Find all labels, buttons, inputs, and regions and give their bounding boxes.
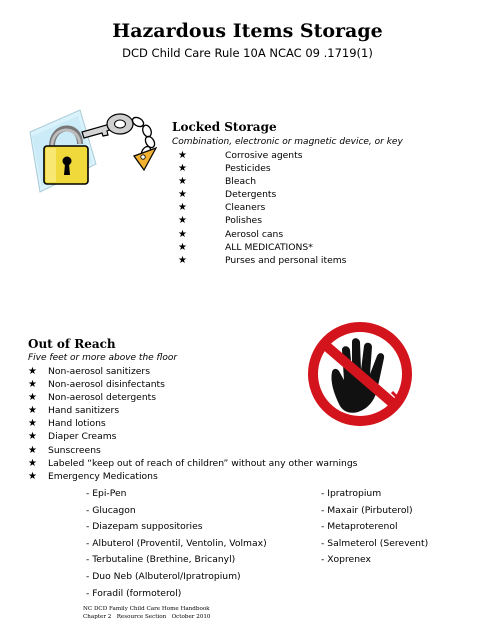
- medication-item: - Ipratropium: [321, 488, 382, 499]
- medication-item: - Maxair (Pirbuterol): [321, 504, 413, 516]
- footer-line: Chapter 2 Resource Section October 2010: [83, 613, 211, 620]
- list-item: ★ Sunscreens: [28, 444, 101, 456]
- locked-storage-list: [178, 149, 438, 267]
- medication-item: - Salmeterol (Serevent): [321, 537, 429, 549]
- star-bullet-icon: ★: [178, 202, 187, 214]
- padlock-and-key-icon: [22, 106, 168, 198]
- list-item: ★ Purses and personal items: [178, 254, 347, 266]
- list-item: ★ Labeled “keep out of reach of children” without any other warnings: [28, 457, 358, 469]
- list-item: ★ Hand sanitizers: [28, 405, 120, 417]
- star-bullet-icon: ★: [178, 163, 187, 175]
- locked-storage-heading: Locked Storage: [172, 120, 277, 134]
- list-item: ★ Hand lotions: [28, 418, 106, 430]
- medication-item: - Duo Neb (Albuterol/Ipratropium): [86, 570, 241, 582]
- star-bullet-icon: ★: [178, 150, 187, 161]
- medication-item: - Terbutaline (Brethine, Bricanyl): [86, 554, 236, 566]
- star-bullet-icon: ★: [28, 379, 37, 391]
- list-item: ★ Non-aerosol sanitizers: [28, 366, 150, 377]
- list-item: ★ Non-aerosol detergents: [28, 392, 157, 404]
- star-bullet-icon: ★: [178, 241, 187, 253]
- list-item: ★ Cleaners: [178, 202, 266, 214]
- medication-item: - Foradil (formoterol): [86, 587, 182, 599]
- star-bullet-icon: ★: [28, 457, 37, 469]
- list-item: ★ Corrosive agents: [178, 150, 303, 161]
- page-subtitle: DCD Child Care Rule 10A NCAC 09 .1719(1): [122, 46, 373, 60]
- star-bullet-icon: ★: [28, 418, 37, 430]
- list-item: ★ Non-aerosol disinfectants: [28, 379, 165, 391]
- star-bullet-icon: ★: [28, 470, 37, 482]
- medication-item: - Xoprenex: [321, 554, 371, 566]
- star-bullet-icon: ★: [178, 254, 187, 266]
- star-bullet-icon: ★: [28, 366, 37, 377]
- page-footer: [83, 606, 211, 621]
- list-item: ★ Pesticides: [178, 163, 271, 175]
- footer-line: NC DCD Family Child Care Home Handbook: [83, 606, 210, 612]
- medication-item: - Epi-Pen: [86, 488, 127, 499]
- list-item: ★ Emergency Medications: [28, 470, 158, 482]
- medication-item: - Diazepam suppositories: [86, 521, 203, 533]
- medication-item: - Albuterol (Proventil, Ventolin, Volmax): [86, 537, 267, 549]
- list-item: ★ Detergents: [178, 189, 277, 201]
- star-bullet-icon: ★: [28, 392, 37, 404]
- out-of-reach-heading: Out of Reach: [28, 337, 116, 351]
- star-bullet-icon: ★: [28, 405, 37, 417]
- list-item: ★ ALL MEDICATIONS*: [178, 241, 313, 253]
- list-item: ★ Aerosol cans: [178, 228, 284, 240]
- list-item: ★ Diaper Creams: [28, 431, 117, 443]
- star-bullet-icon: ★: [178, 176, 187, 188]
- page-title: Hazardous Items Storage: [112, 20, 383, 42]
- star-bullet-icon: ★: [178, 189, 187, 201]
- medication-item: - Glucagon: [86, 504, 136, 516]
- list-item: ★ Bleach: [178, 176, 257, 188]
- medications-left-column: [86, 486, 267, 602]
- list-item: ★ Polishes: [178, 215, 262, 227]
- medications-right-column: [321, 486, 428, 569]
- medication-item: - Metaproterenol: [321, 521, 398, 533]
- star-bullet-icon: ★: [28, 431, 37, 443]
- star-bullet-icon: ★: [178, 215, 187, 227]
- out-of-reach-note: Five feet or more above the floor: [28, 353, 178, 363]
- star-bullet-icon: ★: [178, 228, 187, 240]
- star-bullet-icon: ★: [28, 444, 37, 456]
- locked-storage-note: Combination, electronic or magnetic device, or key: [172, 137, 403, 147]
- out-of-reach-list: [28, 365, 468, 483]
